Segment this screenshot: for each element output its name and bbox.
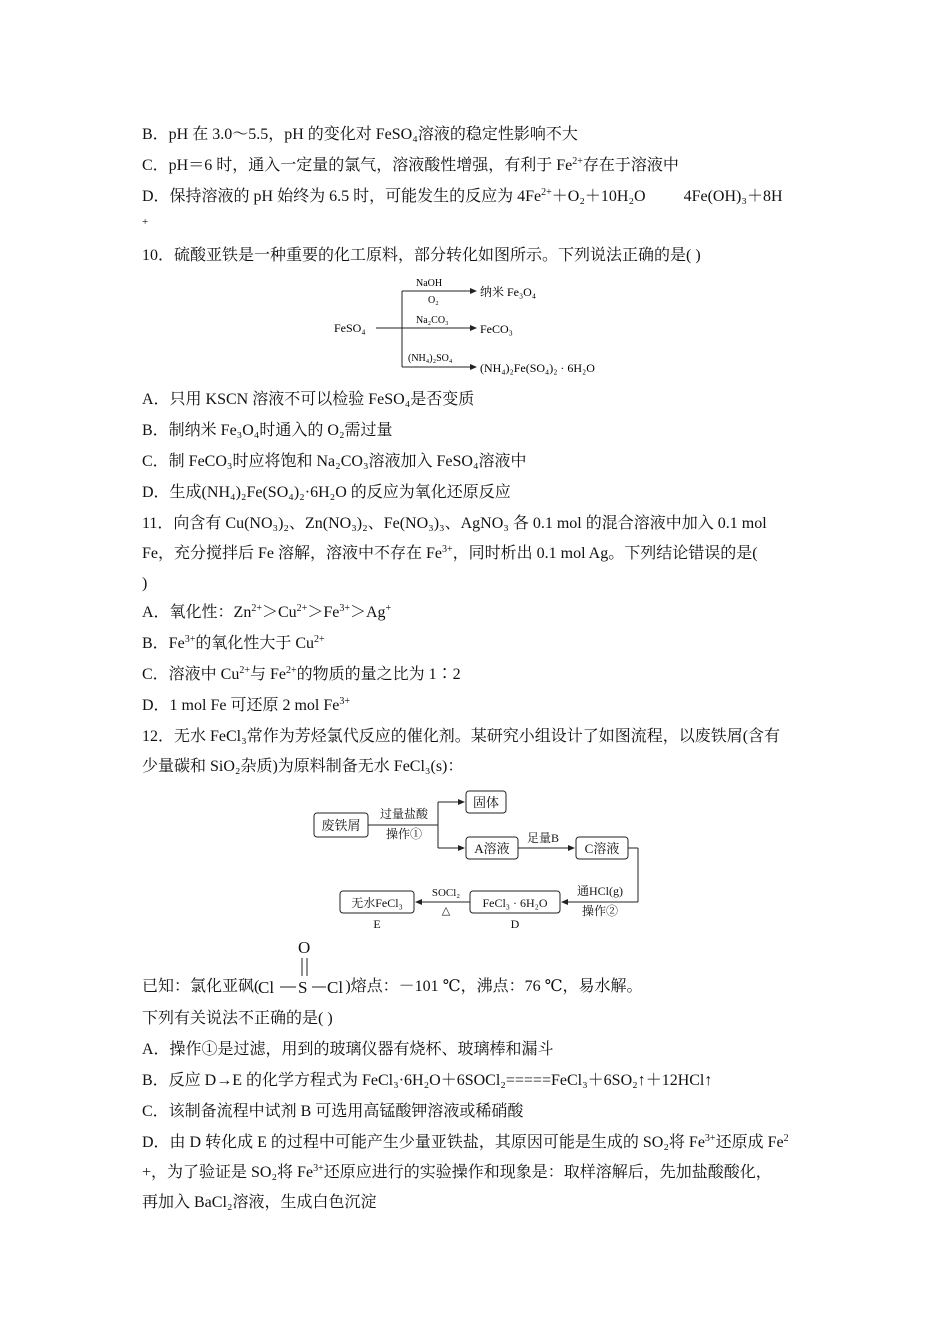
svg-text:(NH₄)₂SO₄: (NH₄)₂SO₄ bbox=[408, 353, 453, 364]
q12-flow-diagram bbox=[310, 786, 650, 934]
q12-option-d-line3: 再加入 BaCl₂溶液，生成白色沉淀 bbox=[142, 1194, 377, 1211]
q12-option-d-line1: D．由 D 转化成 E 的过程中可能产生少量亚铁盐，其原因可能是生成的 SO₂将 $Fe^{3+}$还原成 Fe$^2$ bbox=[142, 1133, 789, 1151]
q11-option-b: B．$Fe^{3+}$的氧化性大于 $Cu^{2+}$ bbox=[142, 634, 325, 652]
svg-text:操作①: 操作① bbox=[385, 827, 423, 841]
q10-conversion-diagram bbox=[330, 274, 630, 380]
q11-stem-line2: Fe，充分搅拌后 Fe 溶解，溶液中不存在 $Fe^{3+}$，同时析出 0.1 mol Ag。下列结论错误的是( bbox=[142, 544, 758, 562]
svg-text:Cl: Cl bbox=[258, 978, 275, 997]
branch2-product: FeCO₃ bbox=[480, 322, 513, 336]
q12-option-a: A．操作①是过滤，用到的玻璃仪器有烧杯、玻璃棒和漏斗 bbox=[142, 1041, 554, 1058]
q10-option-c: C．制 FeCO₃时应将饱和 Na₂CO₃溶液加入 FeSO₄溶液中 bbox=[142, 453, 527, 470]
svg-text:△: △ bbox=[441, 905, 451, 917]
svg-text:O: O bbox=[298, 938, 311, 957]
svg-text:D: D bbox=[510, 917, 520, 931]
q12-question: 下列有关说法不正确的是( ) bbox=[142, 1010, 333, 1027]
svg-text:A溶液: A溶液 bbox=[474, 841, 510, 856]
svg-text:NaOH: NaOH bbox=[416, 278, 443, 289]
q12-stem-line1: 12．无水 FeCl₃常作为芳烃氯代反应的催化剂。某研究小组设计了如图流程，以废铁屑(含有 bbox=[142, 728, 781, 745]
q11-stem-line1: 11．向含有 Cu(NO₃)₂、Zn(NO₃)₂、Fe(NO₃)₃、AgNO₃ 各 0.1 mol 的混合溶液中加入 0.1 mol bbox=[142, 515, 767, 532]
svg-text:固体: 固体 bbox=[472, 795, 500, 810]
svg-text:Cl: Cl bbox=[327, 978, 344, 997]
q12-known-info: 已知：氯化亚砜( )熔点：－101 ℃，沸点：76 ℃，易水解。 bbox=[142, 978, 643, 995]
svg-text:操作②: 操作② bbox=[581, 904, 619, 918]
svg-text:FeCl₃ · 6H₂O: FeCl₃ · 6H₂O bbox=[482, 896, 548, 910]
q10-stem: 10．硫酸亚铁是一种重要的化工原料，部分转化如图所示。下列说法正确的是( ) bbox=[142, 247, 701, 264]
q12-option-c: C．该制备流程中试剂 B 可选用高锰酸钾溶液或稀硝酸 bbox=[142, 1103, 524, 1120]
q10-option-a: A．只用 KSCN 溶液不可以检验 FeSO₄是否变质 bbox=[142, 391, 475, 408]
svg-text:E: E bbox=[373, 917, 381, 931]
svg-text:S: S bbox=[298, 978, 308, 997]
q10-option-b: B．制纳米 Fe₃O₄时通入的 O₂需过量 bbox=[142, 422, 393, 439]
q11-option-d: D．1 mol Fe 可还原 2 mol $Fe^{3+}$ bbox=[142, 696, 350, 714]
q10-option-d: D．生成(NH₄)₂Fe(SO₄)₂·6H₂O 的反应为氧化还原反应 bbox=[142, 484, 511, 501]
svg-text:O₂: O₂ bbox=[428, 295, 439, 306]
socl2-structure bbox=[258, 936, 348, 1000]
svg-text:过量盐酸: 过量盐酸 bbox=[379, 807, 429, 821]
diagram-source: FeSO₄ bbox=[334, 321, 366, 335]
q11-option-c: C．溶液中 $Cu^{2+}$与 $Fe^{2+}$的物质的量之比为 1∶2 bbox=[142, 665, 461, 683]
svg-text:足量B: 足量B bbox=[526, 831, 560, 845]
branch3-product: (NH₄)₂Fe(SO₄)₂ · 6H₂O bbox=[480, 361, 595, 375]
svg-text:废铁屑: 废铁屑 bbox=[321, 818, 361, 833]
q9-option-b: B．pH 在 3.0～5.5，pH 的变化对 FeSO₄溶液的稳定性影响不大 bbox=[142, 126, 578, 143]
q12-option-b: B．反应 D→E 的化学方程式为 FeCl₃·6H₂O＋6SOCl₂=====FeCl₃＋6SO₂↑＋12HCl↑ bbox=[142, 1072, 713, 1089]
q12-option-d-line2: +，为了验证是 SO₂将 $Fe^{3+}$还原应进行的实验操作和现象是：取样溶解后，先加盐酸酸化， bbox=[142, 1163, 772, 1181]
svg-text:无水FeCl₃: 无水FeCl₃ bbox=[351, 896, 403, 910]
q9-option-d: D．保持溶液的 pH 始终为 6.5 时，可能发生的反应为 $4Fe^{2+}+O_2+10H_2O$ 4Fe(OH)₃＋8H bbox=[142, 187, 783, 205]
q11-stem-line3: ) bbox=[142, 575, 148, 592]
branch1-product: 纳米 Fe₃O₄ bbox=[480, 285, 537, 299]
svg-text:SOCl₂: SOCl₂ bbox=[431, 887, 461, 899]
q9-option-c: C．pH＝6 时，通入一定量的氯气，溶液酸性增强，有利于 $Fe^{2+}$存在于溶液中 bbox=[142, 156, 679, 174]
svg-text:C溶液: C溶液 bbox=[584, 841, 620, 856]
svg-text:Na₂CO₃: Na₂CO₃ bbox=[416, 315, 449, 326]
svg-text:通HCl(g): 通HCl(g) bbox=[577, 884, 623, 898]
q12-stem-line2: 少量碳和 SiO₂杂质)为原料制备无水 FeCl₃(s)： bbox=[142, 758, 464, 775]
q11-option-a: A．氧化性：$Zn^{2+}>Cu^{2+}>Fe^{3+}>Ag^+$ bbox=[142, 603, 392, 621]
q9-option-d-continued: + bbox=[142, 216, 149, 228]
